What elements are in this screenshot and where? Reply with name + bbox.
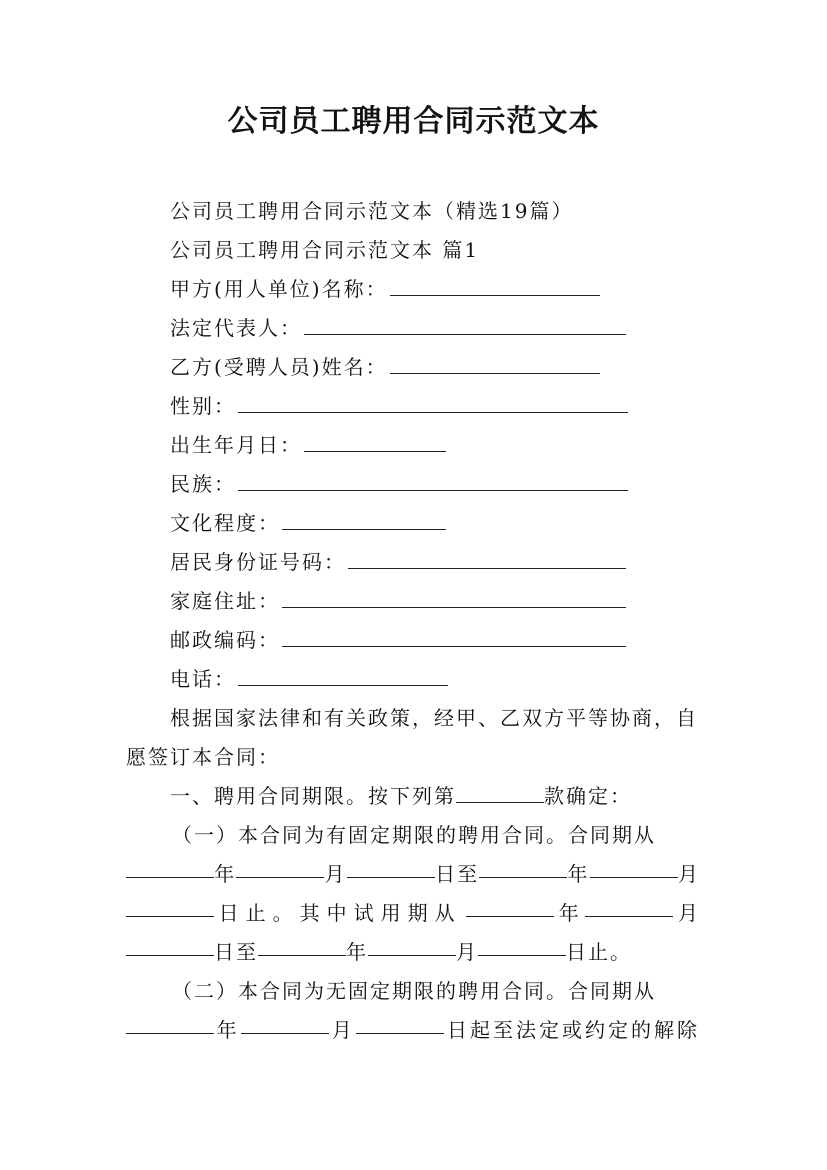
text-line: [126, 1011, 700, 1050]
clause-suffix: 款确定：: [544, 784, 632, 808]
field-id-number: [170, 543, 626, 581]
unit-year: 年: [214, 862, 237, 886]
fill-blank: [368, 933, 456, 956]
fill-blank: [347, 855, 435, 878]
section-heading: 公司员工聘用合同示范文本 篇1: [170, 238, 480, 262]
text-run: （二）本合同为无固定期限的聘用合同。合同期从: [172, 979, 656, 1003]
fill-blank: [126, 894, 214, 917]
field-address: [170, 582, 626, 620]
unit-year: 年: [567, 862, 590, 886]
unit-month: 月: [677, 862, 700, 886]
text-run: 愿签订本合同：: [126, 745, 280, 769]
field-gender: [170, 387, 628, 425]
fill-blank: [348, 544, 626, 569]
unit-month: 月: [456, 940, 478, 964]
fill-blank: [282, 622, 626, 647]
clause-prefix: 一、聘用合同期限。按下列第: [170, 784, 456, 808]
unit-day-to: 日至: [435, 862, 480, 886]
fill-blank: [126, 1011, 214, 1034]
fill-blank: [590, 855, 678, 878]
fill-blank: [585, 894, 673, 917]
fill-blank: [126, 855, 214, 878]
unit-day-to: 日至: [214, 940, 258, 964]
fill-blank: [282, 505, 446, 530]
text-run: 根据国家法律和有关政策，经甲、乙双方平等协商，自: [170, 706, 698, 730]
document-title: 公司员工聘用合同示范文本: [227, 104, 600, 139]
fill-blank: [478, 933, 566, 956]
fill-blank: [479, 855, 567, 878]
fill-blank: [238, 661, 448, 686]
field-label: 电话：: [170, 667, 236, 691]
field-label: 民族：: [170, 472, 236, 496]
text-line: [126, 699, 700, 738]
text-line: [126, 738, 700, 777]
field-legal-rep: [170, 309, 626, 347]
field-postcode: [170, 621, 626, 659]
trial-text: 日止。其中试用期从: [218, 901, 462, 925]
field-phone: [170, 660, 448, 698]
field-label: 居民身份证号码：: [170, 550, 346, 574]
unit-month: 月: [677, 901, 700, 925]
fill-blank: [304, 427, 446, 452]
field-label: 邮政编码：: [170, 628, 280, 652]
fill-blank: [126, 933, 214, 956]
fill-blank: [241, 1011, 329, 1034]
fill-blank: [356, 1011, 444, 1034]
fill-blank: [304, 310, 626, 335]
fill-blank: [282, 583, 626, 608]
end-text: 日起至法定或约定的解除: [446, 1018, 700, 1042]
field-label: 文化程度：: [170, 511, 280, 535]
field-party-b-name: [170, 348, 600, 386]
field-label: 乙方(受聘人员)姓名：: [170, 355, 388, 379]
field-birth-date: [170, 426, 446, 464]
fill-blank: [236, 855, 324, 878]
unit-year: 年: [558, 901, 581, 925]
text-line: [126, 933, 700, 972]
clause-1-2: [126, 972, 700, 1050]
fill-blank: [390, 349, 600, 374]
fill-blank: [456, 778, 544, 803]
text-line: [126, 972, 700, 1011]
field-label: 家庭住址：: [170, 589, 280, 613]
fill-blank: [238, 466, 628, 491]
field-label: 法定代表人：: [170, 316, 302, 340]
unit-month: 月: [324, 862, 347, 886]
field-label: 出生年月日：: [170, 433, 302, 457]
clause-1-1: [126, 816, 700, 972]
fill-blank: [466, 894, 554, 917]
unit-month: 月: [331, 1018, 354, 1042]
text-run: （一）本合同为有固定期限的聘用合同。合同期从: [172, 823, 656, 847]
unit-year: 年: [216, 1018, 239, 1042]
text-line: [126, 894, 700, 933]
unit-year: 年: [346, 940, 368, 964]
text-line: [126, 855, 700, 894]
field-ethnicity: [170, 465, 628, 503]
field-party-a-name: [170, 270, 600, 308]
field-education: [170, 504, 446, 542]
field-label: 甲方(用人单位)名称：: [170, 277, 388, 301]
document-subtitle: 公司员工聘用合同示范文本（精选19篇）: [170, 199, 574, 223]
field-label: 性别：: [170, 394, 236, 418]
text-line: [126, 816, 700, 855]
fill-blank: [258, 933, 346, 956]
fill-blank: [238, 388, 628, 413]
fill-blank: [390, 271, 600, 296]
clause-1: [170, 777, 632, 815]
unit-day-end: 日止。: [566, 940, 632, 964]
intro-paragraph: [126, 699, 700, 777]
